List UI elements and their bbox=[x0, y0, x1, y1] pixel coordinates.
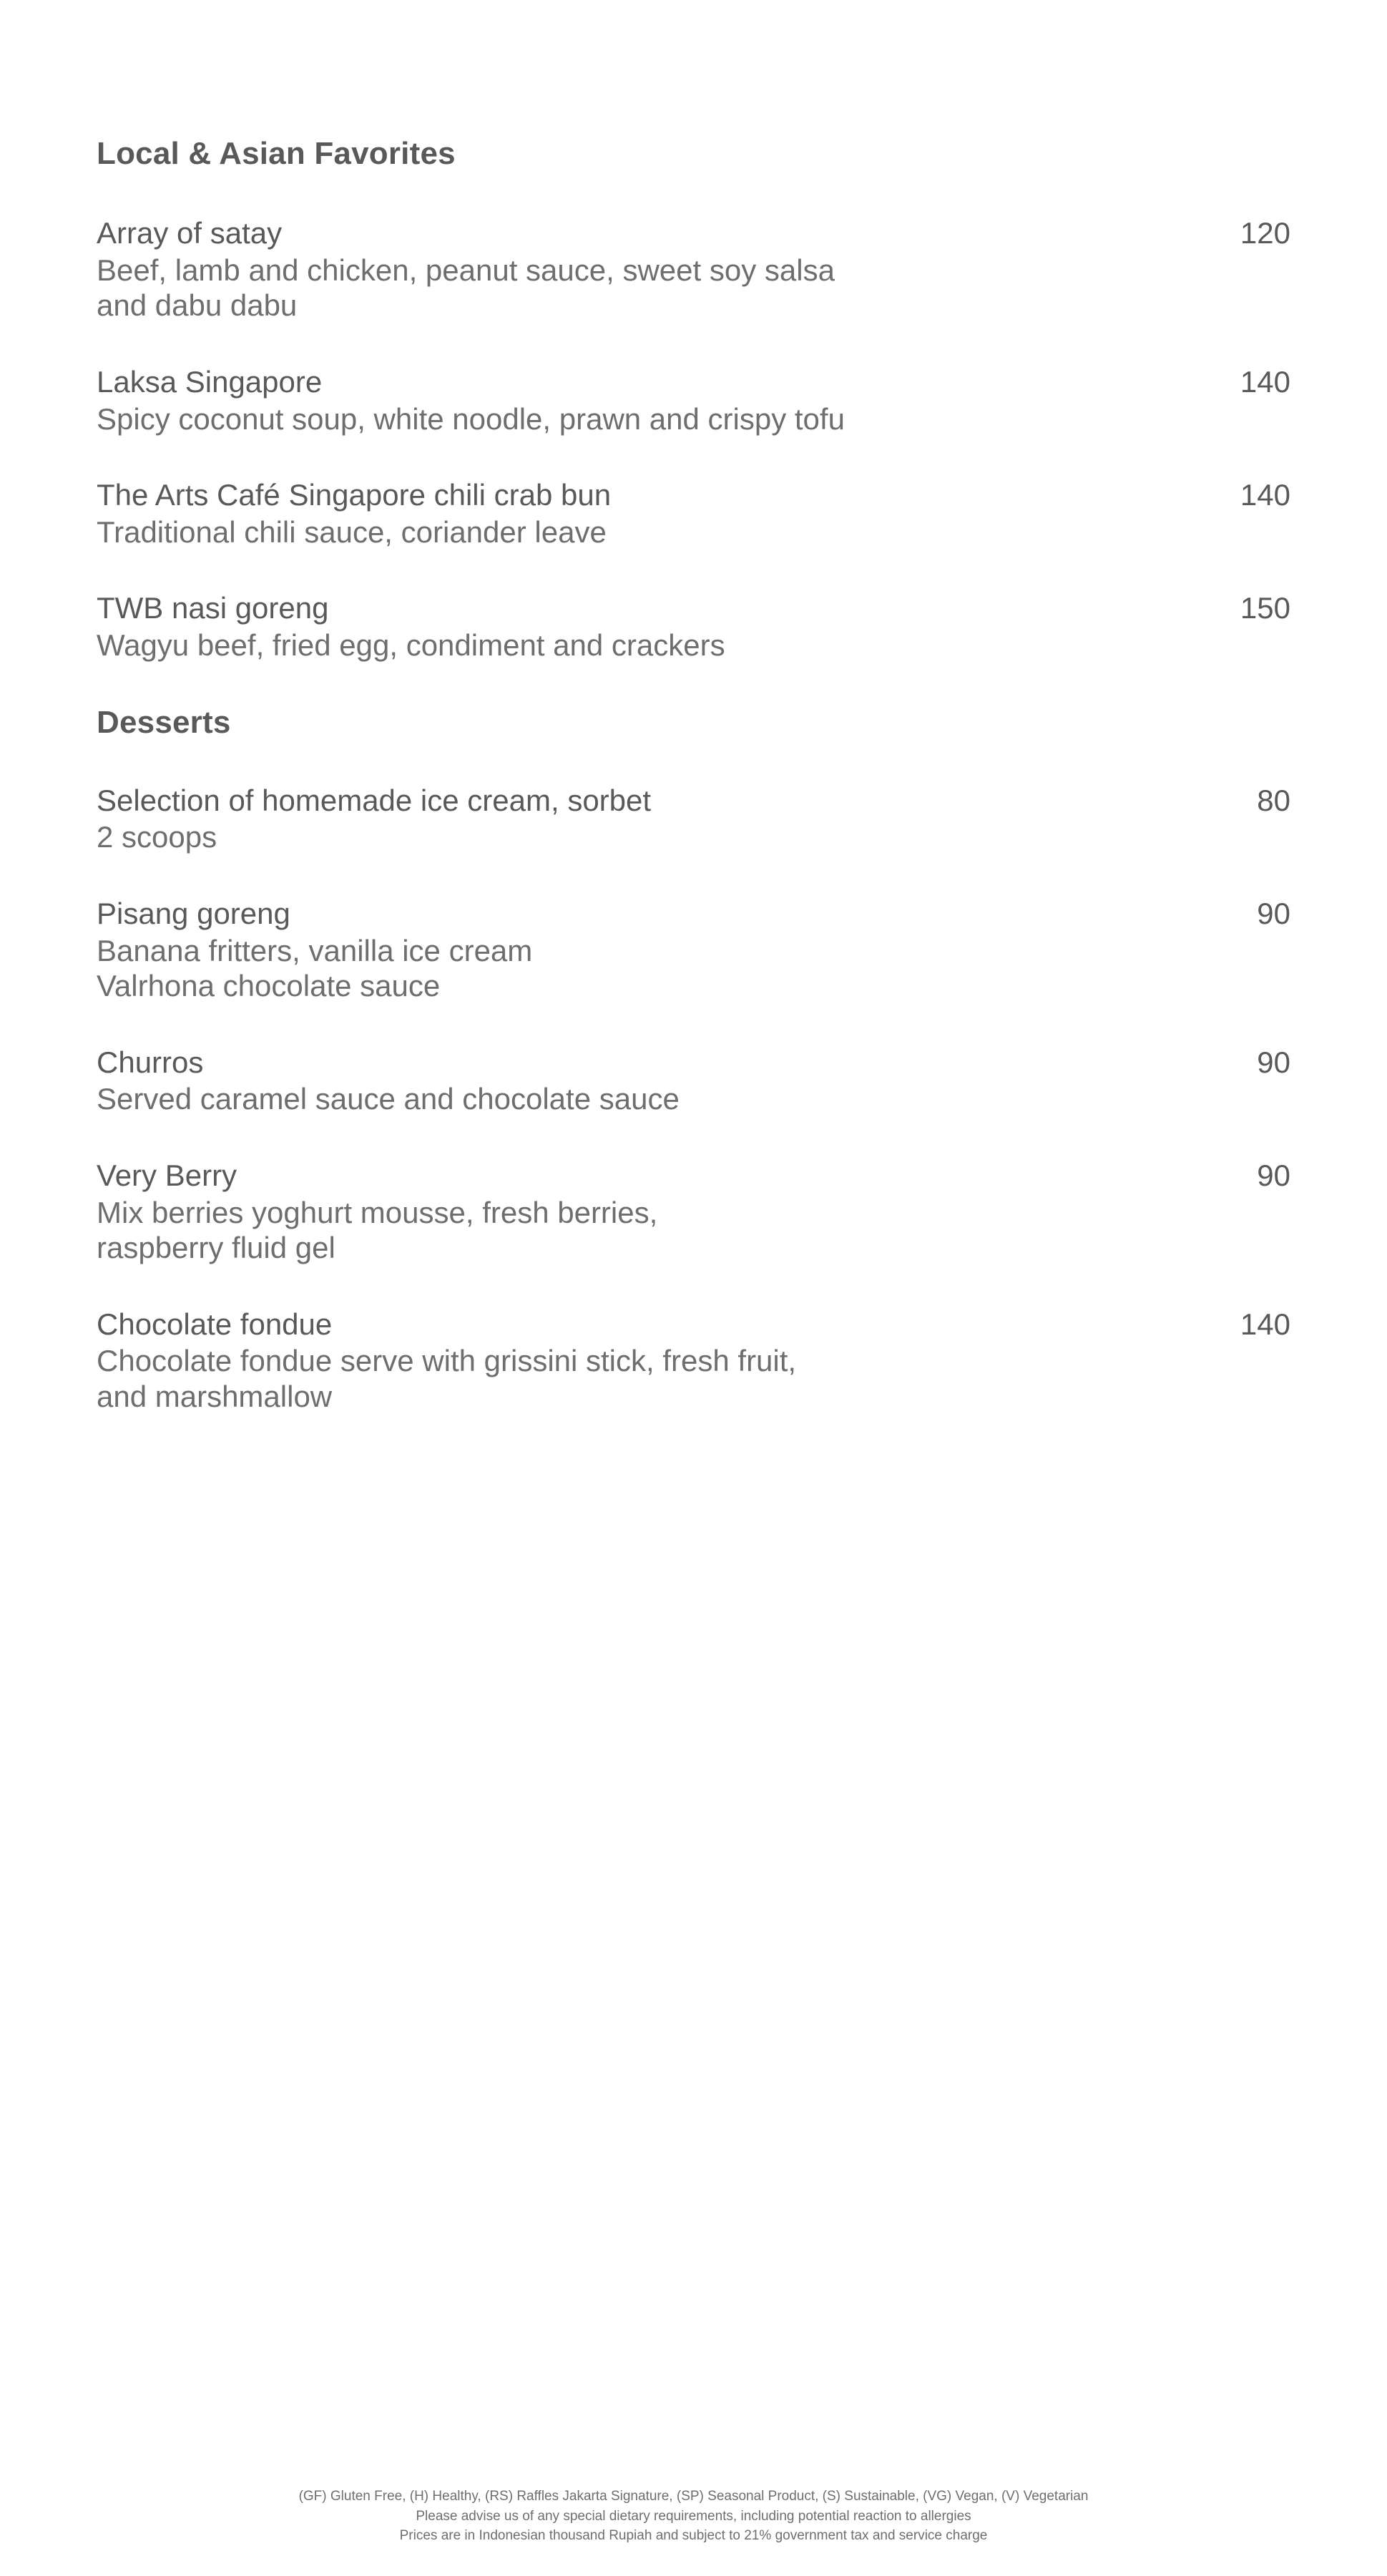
menu-item-description bbox=[97, 514, 1098, 550]
menu-item bbox=[97, 591, 1290, 663]
menu-item-header bbox=[97, 365, 1290, 400]
menu-item-price: 90 bbox=[1257, 896, 1290, 930]
menu-item bbox=[97, 365, 1290, 436]
menu-item-header bbox=[97, 1045, 1290, 1080]
menu-item-header bbox=[97, 591, 1290, 626]
menu-item bbox=[97, 478, 1290, 550]
menu-item-description bbox=[97, 628, 1098, 663]
menu-item-price: 140 bbox=[1240, 478, 1290, 512]
menu-item-description-line: and marshmallow bbox=[97, 1380, 333, 1414]
menu-item-header bbox=[97, 1158, 1290, 1194]
menu-item-description-line: Valrhona chocolate sauce bbox=[97, 969, 441, 1003]
menu-item-description-line: 2 scoops bbox=[97, 820, 217, 854]
menu-item-name: Array of satay bbox=[97, 216, 283, 250]
menu-item-header bbox=[97, 1307, 1290, 1342]
menu-item bbox=[97, 1045, 1290, 1117]
menu-item-name: TWB nasi goreng bbox=[97, 591, 329, 625]
menu-item-description bbox=[97, 819, 1098, 855]
menu-footer-notes bbox=[0, 2487, 1387, 2546]
menu-item-description-line: Spicy coconut soup, white noodle, prawn and crispy tofu bbox=[97, 401, 845, 436]
menu-item-description bbox=[97, 401, 1098, 437]
menu-item-name: Selection of homemade ice cream, sorbet bbox=[97, 783, 652, 817]
menu-item-name: Churros bbox=[97, 1045, 204, 1079]
menu-item-description-line: Wagyu beef, fried egg, condiment and crackers bbox=[97, 628, 725, 663]
menu-item bbox=[97, 1307, 1290, 1415]
menu-item-description-line: Mix berries yoghurt mousse, fresh berries, bbox=[97, 1195, 658, 1229]
menu-item-description-line: Banana fritters, vanilla ice cream bbox=[97, 933, 533, 967]
footer-dietary-line: Please advise us of any special dietary requirements, including potential reaction to allergies bbox=[416, 2508, 971, 2524]
menu-item-price: 90 bbox=[1257, 1158, 1290, 1192]
menu-item-description-line: Chocolate fondue serve with grissini stick, fresh fruit, bbox=[97, 1344, 797, 1378]
menu-item-header bbox=[97, 897, 1290, 932]
footer-pricing-line: Prices are in Indonesian thousand Rupiah and subject to 21% government tax and service charge bbox=[399, 2528, 988, 2544]
menu-item-description-line: Traditional chili sauce, coriander leave bbox=[97, 514, 607, 549]
menu-item-name: Laksa Singapore bbox=[97, 364, 323, 399]
menu-item-price: 120 bbox=[1240, 216, 1290, 250]
menu-item-header bbox=[97, 784, 1290, 819]
menu-item-description-line: Served caramel sauce and chocolate sauce bbox=[97, 1082, 680, 1116]
menu-item-description bbox=[97, 933, 1098, 1004]
menu-item-description-line: raspberry fluid gel bbox=[97, 1231, 335, 1265]
menu-item-name: Chocolate fondue bbox=[97, 1307, 333, 1341]
menu-item-name: Pisang goreng bbox=[97, 896, 290, 930]
menu-item-description bbox=[97, 1343, 1098, 1414]
menu-item-price: 90 bbox=[1257, 1045, 1290, 1079]
menu-item bbox=[97, 1158, 1290, 1266]
menu-item bbox=[97, 784, 1290, 855]
menu-item-description bbox=[97, 1081, 1098, 1117]
menu-item-description bbox=[97, 1195, 1098, 1266]
menu-item-description-line: and dabu dabu bbox=[97, 288, 298, 323]
menu-item-price: 150 bbox=[1240, 591, 1290, 625]
section-title-desserts: Desserts bbox=[97, 704, 231, 740]
menu-item-header bbox=[97, 478, 1290, 513]
footer-legend-line: (GF) Gluten Free, (H) Healthy, (RS) Raffles Jakarta Signature, (SP) Seasonal Product, (S) Sustainable, (VG) Vegan, (V) Vegetarian bbox=[298, 2489, 1089, 2504]
menu-item bbox=[97, 216, 1290, 323]
menu-item-price: 140 bbox=[1240, 364, 1290, 399]
menu-item-price: 140 bbox=[1240, 1307, 1290, 1341]
menu-item-description bbox=[97, 253, 1098, 323]
menu-item-name: Very Berry bbox=[97, 1158, 237, 1192]
menu-item-price: 80 bbox=[1257, 783, 1290, 817]
section-title-local-asian-favorites: Local & Asian Favorites bbox=[97, 136, 456, 171]
menu-item-description-line: Beef, lamb and chicken, peanut sauce, sweet soy salsa bbox=[97, 253, 835, 287]
menu-item-name: The Arts Café Singapore chili crab bun bbox=[97, 478, 612, 512]
menu-item-header bbox=[97, 216, 1290, 251]
menu-item bbox=[97, 897, 1290, 1004]
